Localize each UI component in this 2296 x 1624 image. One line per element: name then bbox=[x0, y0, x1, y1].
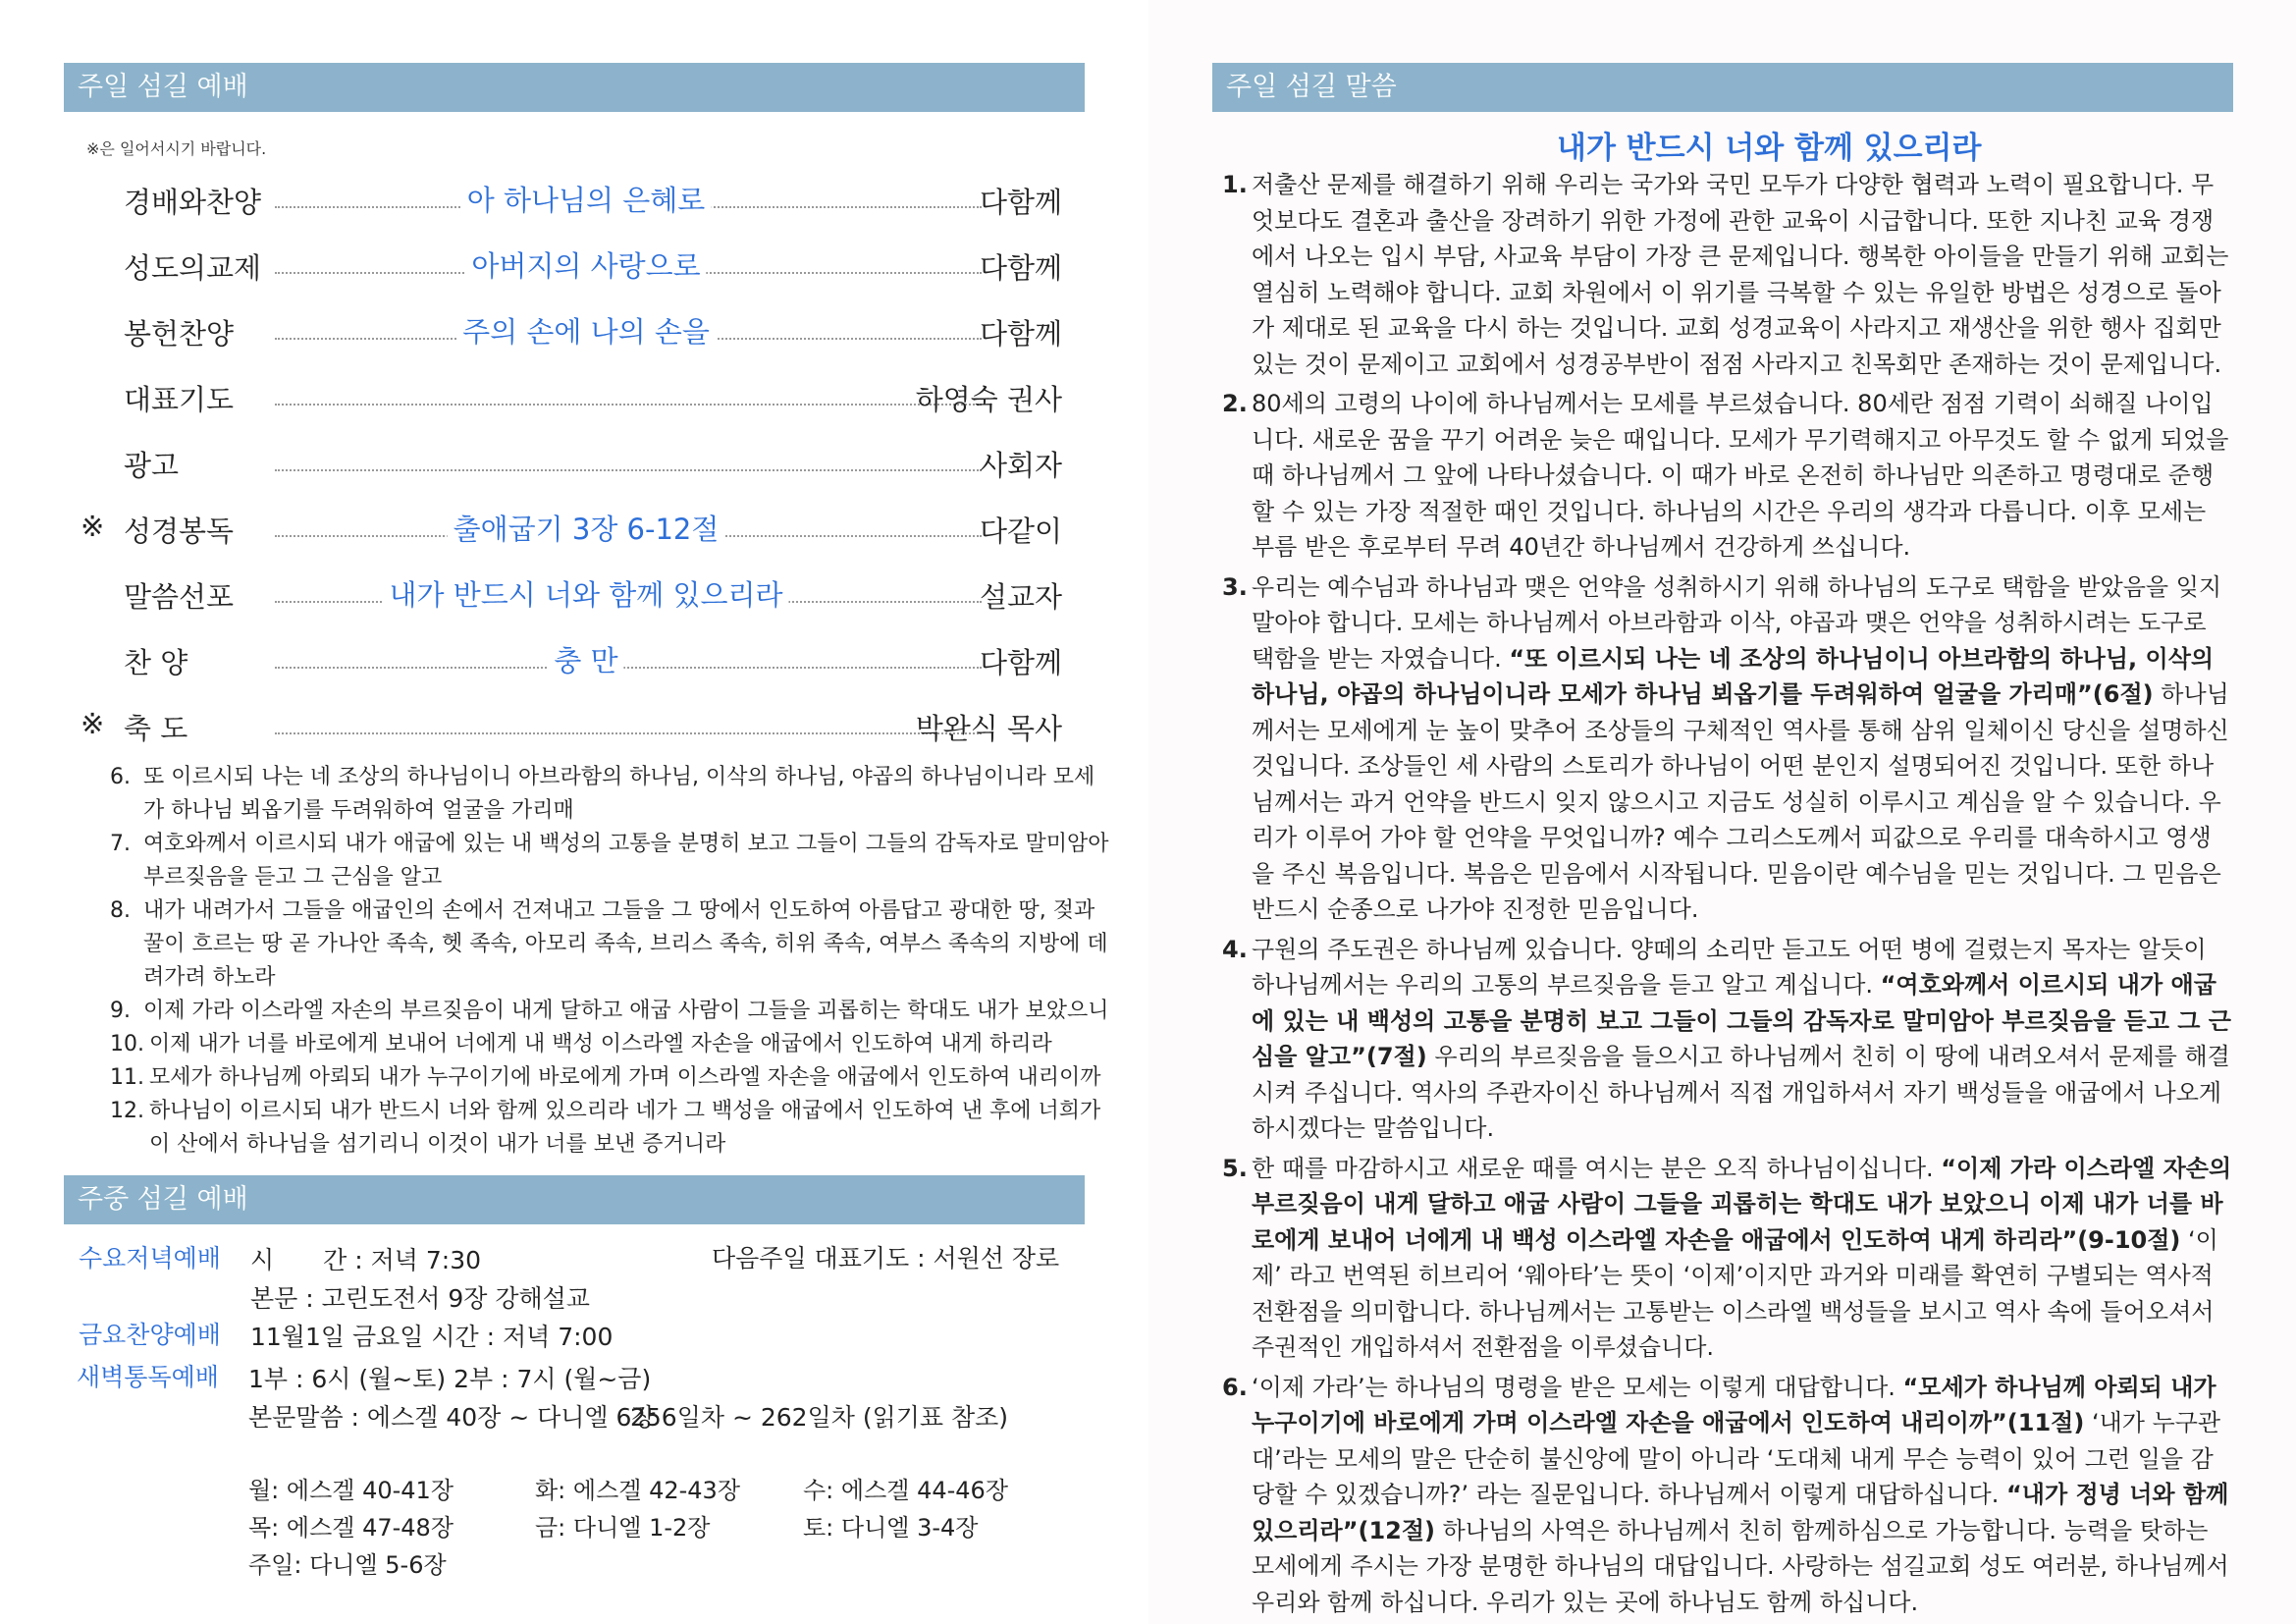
verse-number: 9. bbox=[110, 999, 131, 1023]
verse bbox=[110, 894, 1111, 995]
paragraph-text: 한 때를 마감하시고 새로운 때를 여시는 분은 오직 하나님이십니다. bbox=[1252, 1154, 1942, 1182]
reading-thu: 목: 에스겔 47-48장 bbox=[248, 1514, 454, 1542]
paragraph-number: 4. bbox=[1222, 935, 1248, 963]
paragraph-text: 하나님께서는 모세에게 눈 높이 맞추어 조상들의 구체적인 역사를 통해 삼위 일체이신 당신을 설명하신 것입니다. 조상들인 세 사람의 스토리가 하나님이 어떤 분인지 설명되어진 것입니다. 또한 하나님께서는 과거 언약을 반드시 잊지 않으시고 지금도 성실히 이루시고 계심을 알 수 있습니다. 우리가 이루어 가야 할 언약을 무엇입니까? 예수 그리스도께서 피값으로 우리를 대속하시고 영생을 주신 복음입니다. 복음은 믿음에서 시작됩니다. 믿음이란 예수님을 믿는 것입니다. 그 믿음은 반드시 순종으로 나가야 진정한 믿음입니다. bbox=[1252, 680, 2229, 923]
order-leader: 다같이 bbox=[979, 514, 1062, 548]
verse-number: 11. bbox=[110, 1065, 144, 1090]
order-row bbox=[80, 374, 1062, 419]
scripture-quote: “이제 가라 이스라엘 자손의 부르짖음이 내게 달하고 애굽 사람이 그들을 괴롭히는 학대도 내가 보았으니 이제 내가 너를 바로에게 보내어 너에게 내 백성 이스라엘 자손을 애굽에서 인도하여 내게 하리라”(9-10절) bbox=[1252, 1154, 2232, 1254]
sermon-paragraphs bbox=[1222, 167, 2233, 1624]
paragraph-text: 우리는 예수님과 하나님과 맺은 언약을 성취하시기 위해 하나님의 도구로 택함을 받았음을 잊지 말아야 합니다. 모세는 하나님께서 아브라함과 이삭, 야곱과 맺은 언약을 성취하시려는 도구로 택함을 받는 자였습니다. bbox=[1252, 572, 2222, 673]
worship-order-header: 주일 섬길 예배 bbox=[64, 63, 1085, 112]
order-label: 찬 양 bbox=[124, 646, 188, 679]
reading-fri: 금: 다니엘 1-2장 bbox=[535, 1514, 711, 1542]
wednesday-service-text: 본문 : 고린도전서 9장 강해설교 bbox=[250, 1284, 590, 1313]
verse-text: 여호와께서 이르시되 내가 애굽에 있는 내 백성의 고통을 분명히 보고 그들이 그들의 감독자로 말미암아 부르짖음을 듣고 그 근심을 알고 bbox=[143, 832, 1109, 890]
order-item-title: 주의 손에 나의 손을 bbox=[456, 310, 716, 351]
reading-wed: 수: 에스겔 44-46장 bbox=[803, 1477, 1009, 1504]
standing-note: ※은 일어서시기 바랍니다. bbox=[86, 139, 267, 158]
sermon-header: 주일 섬길 말씀 bbox=[1212, 63, 2233, 112]
order-leader: 하영숙 권사 bbox=[915, 383, 1062, 416]
verse-number: 12. bbox=[110, 1099, 144, 1123]
order-row bbox=[80, 177, 1062, 222]
verse bbox=[110, 1095, 1111, 1162]
reading-mon: 월: 에스겔 40-41장 bbox=[248, 1477, 454, 1504]
standing-mark: ※ bbox=[80, 510, 105, 543]
order-label: 광고 bbox=[124, 449, 180, 482]
scripture-quote: “내가 정녕 너와 함께 있으리라”(12절) bbox=[1252, 1481, 2229, 1544]
order-leader: 사회자 bbox=[979, 449, 1062, 482]
order-item-title: 내가 반드시 너와 함께 있으리라 bbox=[383, 573, 788, 614]
order-label: 성경봉독 bbox=[124, 514, 235, 548]
sermon-paragraph bbox=[1222, 1370, 2233, 1621]
dotted-leader bbox=[275, 404, 982, 406]
paragraph-text: ‘이제 가라’는 하나님의 명령을 받은 모세는 이렇게 대답합니다. bbox=[1252, 1373, 1903, 1401]
friday-service-time: 11월1일 금요일 시간 : 저녁 7:00 bbox=[250, 1323, 614, 1351]
verse-text: 또 이르시되 나는 네 조상의 하나님이니 아브라함의 하나님, 이삭의 하나님, 야곱의 하나님이니라 모세가 하나님 뵈옵기를 두려워하여 얼굴을 가리매 bbox=[143, 765, 1095, 823]
order-row bbox=[80, 571, 1062, 617]
verse bbox=[110, 995, 1111, 1028]
dotted-leader bbox=[275, 732, 982, 734]
paragraph-text: ‘내가 누구관대’라는 모세의 말은 단순히 불신앙에 말이 아니라 ‘도대체 내게 무슨 능력이 있어 그런 일을 감당할 수 있겠습니까?’ 라는 질문입니다. 하나님께서 이렇게 대답하십니다. bbox=[1252, 1409, 2221, 1508]
dawn-service-title: 새벽통독예배 bbox=[77, 1363, 219, 1391]
scripture-verses bbox=[110, 761, 1111, 1162]
paragraph-number: 2. bbox=[1222, 390, 1248, 417]
verse-text: 내가 내려가서 그들을 애굽인의 손에서 건져내고 그들을 그 땅에서 인도하여 아름답고 광대한 땅, 젖과 꿀이 흐르는 땅 곧 가나안 족속, 헷 족속, 아모리 족속, 브리스 족속, 히위 족속, 여부스 족속의 지방에 데려가려 하노라 bbox=[143, 898, 1108, 990]
paragraph-text: 우리의 부르짖음을 들으시고 하나님께서 친히 이 땅에 내려오셔서 문제를 해결시켜 주십니다. 역사의 주관자이신 하나님께서 직접 개입하셔서 자기 백성들을 애굽에서 나오게 하시겠다는 말씀입니다. bbox=[1252, 1043, 2230, 1142]
paragraph-number: 5. bbox=[1222, 1154, 1248, 1182]
sermon-paragraph bbox=[1222, 1151, 2233, 1366]
reading-sat: 토: 다니엘 3-4장 bbox=[803, 1514, 979, 1542]
dawn-service-text: 본문말씀 : 에스겔 40장 ~ 다니엘 6장 bbox=[248, 1403, 656, 1432]
scripture-quote: “모세가 하나님께 아뢰되 내가 누구이기에 바로에게 가며 이스라엘 자손을 애굽에서 인도하여 내리이까”(11절) bbox=[1252, 1373, 2216, 1436]
verse-number: 8. bbox=[110, 898, 131, 923]
verse bbox=[110, 1061, 1111, 1095]
order-item-title: 아 하나님의 은혜로 bbox=[461, 179, 712, 219]
reading-sun: 주일: 다니엘 5-6장 bbox=[248, 1551, 447, 1579]
friday-service-title: 금요찬양예배 bbox=[79, 1321, 221, 1349]
verse bbox=[110, 1028, 1111, 1061]
verse bbox=[110, 828, 1111, 894]
order-item-title: 충 만 bbox=[548, 639, 623, 679]
order-row bbox=[80, 308, 1062, 353]
paragraph-number: 1. bbox=[1222, 171, 1248, 198]
order-leader: 박완식 목사 bbox=[915, 712, 1062, 745]
verse-number: 7. bbox=[110, 832, 131, 856]
verse-number: 10. bbox=[110, 1032, 144, 1056]
order-row bbox=[80, 637, 1062, 682]
standing-mark: ※ bbox=[80, 707, 105, 740]
sermon-paragraph bbox=[1222, 569, 2233, 928]
dotted-leader bbox=[275, 667, 982, 669]
order-leader: 다함께 bbox=[979, 251, 1062, 285]
dawn-service-time: 1부 : 6시 (월~토) 2부 : 7시 (월~금) bbox=[248, 1365, 652, 1393]
sermon-paragraph bbox=[1222, 167, 2233, 382]
scripture-quote: “또 이르시되 나는 네 조상의 하나님이니 아브라함의 하나님, 이삭의 하나님, 야곱의 하나님이니라 모세가 하나님 뵈옵기를 두려워하여 얼굴을 가리매”(6절) bbox=[1252, 644, 2215, 708]
paragraph-number: 3. bbox=[1222, 572, 1248, 601]
order-row bbox=[80, 243, 1062, 288]
verse-number: 6. bbox=[110, 765, 131, 789]
verse-text: 이제 내가 너를 바로에게 보내어 너에게 내 백성 이스라엘 자손을 애굽에서 인도하여 내게 하리라 bbox=[149, 1032, 1052, 1056]
order-label: 경배와찬양 bbox=[124, 186, 262, 219]
order-label: 성도의교제 bbox=[124, 251, 262, 285]
verse-text: 하나님이 이르시되 내가 반드시 너와 함께 있으리라 네가 그 백성을 애굽에서 인도하여 낸 후에 너희가 이 산에서 하나님을 섬기리니 이것이 내가 너를 보낸 증거니라 bbox=[149, 1099, 1101, 1157]
verse bbox=[110, 761, 1111, 828]
dawn-service-days: 256일차 ~ 262일차 (읽기표 참조) bbox=[630, 1403, 1009, 1432]
weekday-worship-header: 주중 섬길 예배 bbox=[64, 1175, 1085, 1224]
order-item-title: 아버지의 사랑으로 bbox=[465, 244, 706, 285]
order-row bbox=[80, 440, 1062, 485]
order-leader: 다함께 bbox=[979, 646, 1062, 679]
reading-tue: 화: 에스겔 42-43장 bbox=[535, 1477, 741, 1504]
paragraph-text: 저출산 문제를 해결하기 위해 우리는 국가와 국민 모두가 다양한 협력과 노력이 필요합니다. 무엇보다도 결혼과 출산을 장려하기 위한 가정에 관한 교육이 시급합니다. 또한 지나친 교육 경쟁에서 나오는 입시 부담, 사교육 부담이 가장 큰 문제입니다. 행복한 아이들을 만들기 위해 교회는 열심히 노력해야 합니다. 교회 차원에서 이 위기를 극복할 수 있는 유일한 방법은 성경으로 돌아가 제대로 된 교육을 다시 하는 것입니다. 교회 성경교육이 사라지고 재생산을 위한 행사 집회만 있는 것이 문제이고 교회에서 성경공부반이 점점 사라지고 친목회만 존재하는 것이 문제입니다. bbox=[1252, 171, 2229, 378]
order-leader: 설교자 bbox=[979, 580, 1062, 614]
dotted-leader bbox=[275, 469, 982, 471]
order-row bbox=[80, 703, 1062, 748]
sermon-paragraph bbox=[1222, 932, 2233, 1147]
sermon-paragraph bbox=[1222, 386, 2233, 566]
order-item-title: 출애굽기 3장 6-12절 bbox=[448, 508, 725, 548]
order-label: 축 도 bbox=[124, 712, 188, 745]
paragraph-text: ‘이제’ 라고 번역된 히브리어 ‘웨아타’는 뜻이 ‘이제’이지만 과거와 미래를 확연히 구별되는 역사적 전환점을 의미합니다. 하나님께서는 고통받는 이스라엘 백성들을 보시고 역사 속에 들어오셔서 주권적인 개입하셔서 전환점을 이루셨습니다. bbox=[1252, 1225, 2218, 1361]
paragraph-number: 6. bbox=[1222, 1373, 1248, 1401]
order-label: 말씀선포 bbox=[124, 580, 235, 614]
order-leader: 다함께 bbox=[979, 186, 1062, 219]
order-leader: 다함께 bbox=[979, 317, 1062, 351]
order-label: 봉헌찬양 bbox=[124, 317, 235, 351]
wednesday-service-title: 수요저녁예배 bbox=[79, 1244, 221, 1272]
sermon-title: 내가 반드시 너와 함께 있으리라 bbox=[1557, 131, 1982, 166]
paragraph-text: 구원의 주도권은 하나님께 있습니다. 양떼의 소리만 듣고도 어떤 병에 걸렸는지 목자는 알듯이 하나님께서는 우리의 고통의 부르짖음을 듣고 알고 계십니다. bbox=[1252, 935, 2207, 999]
scripture-quote: “여호와께서 이르시되 내가 애굽에 있는 내 백성의 고통을 분명히 보고 그들이 그들의 감독자로 말미암아 부르짖음을 듣고 그 근심을 알고”(7절) bbox=[1252, 971, 2231, 1070]
wednesday-service-time: 시 간 : 저녁 7:30 bbox=[250, 1246, 482, 1274]
order-row bbox=[80, 506, 1062, 551]
order-label: 대표기도 bbox=[124, 383, 235, 416]
next-prayer-leader: 다음주일 대표기도 : 서원선 장로 bbox=[712, 1244, 1060, 1272]
paragraph-text: 80세의 고령의 나이에 하나님께서는 모세를 부르셨습니다. 80세란 점점 기력이 쇠해질 나이입니다. 새로운 꿈을 꾸기 어려운 늦은 때입니다. 모세가 무기력해지고 아무것도 할 수 없게 되었을 때 하나님께서 그 앞에 나타나셨습니다. 이 때가 바로 온전히 하나님만 의존하고 명령대로 준행할 수 있는 가장 적절한 때인 것입니다. 하나님의 시간은 우리의 생각과 다릅니다. 이후 모세는 부름 받은 후로부터 무려 40년간 하나님께서 건강하게 쓰십니다. bbox=[1252, 390, 2229, 561]
verse-text: 이제 가라 이스라엘 자손의 부르짖음이 내게 달하고 애굽 사람이 그들을 괴롭히는 학대도 내가 보았으니 bbox=[143, 999, 1109, 1023]
verse-text: 모세가 하나님께 아뢰되 내가 누구이기에 바로에게 가며 이스라엘 자손을 애굽에서 인도하여 내리이까 bbox=[149, 1065, 1101, 1090]
paragraph-text: 하나님의 사역은 하나님께서 친히 함께하심으로 가능합니다. 능력을 탓하는 모세에게 주시는 가장 분명한 하나님의 대답입니다. 사랑하는 섬길교회 성도 여러분, 하나님께서 우리와 함께 하십니다. 우리가 있는 곳에 하나님도 함께 하십니다. bbox=[1252, 1516, 2229, 1616]
